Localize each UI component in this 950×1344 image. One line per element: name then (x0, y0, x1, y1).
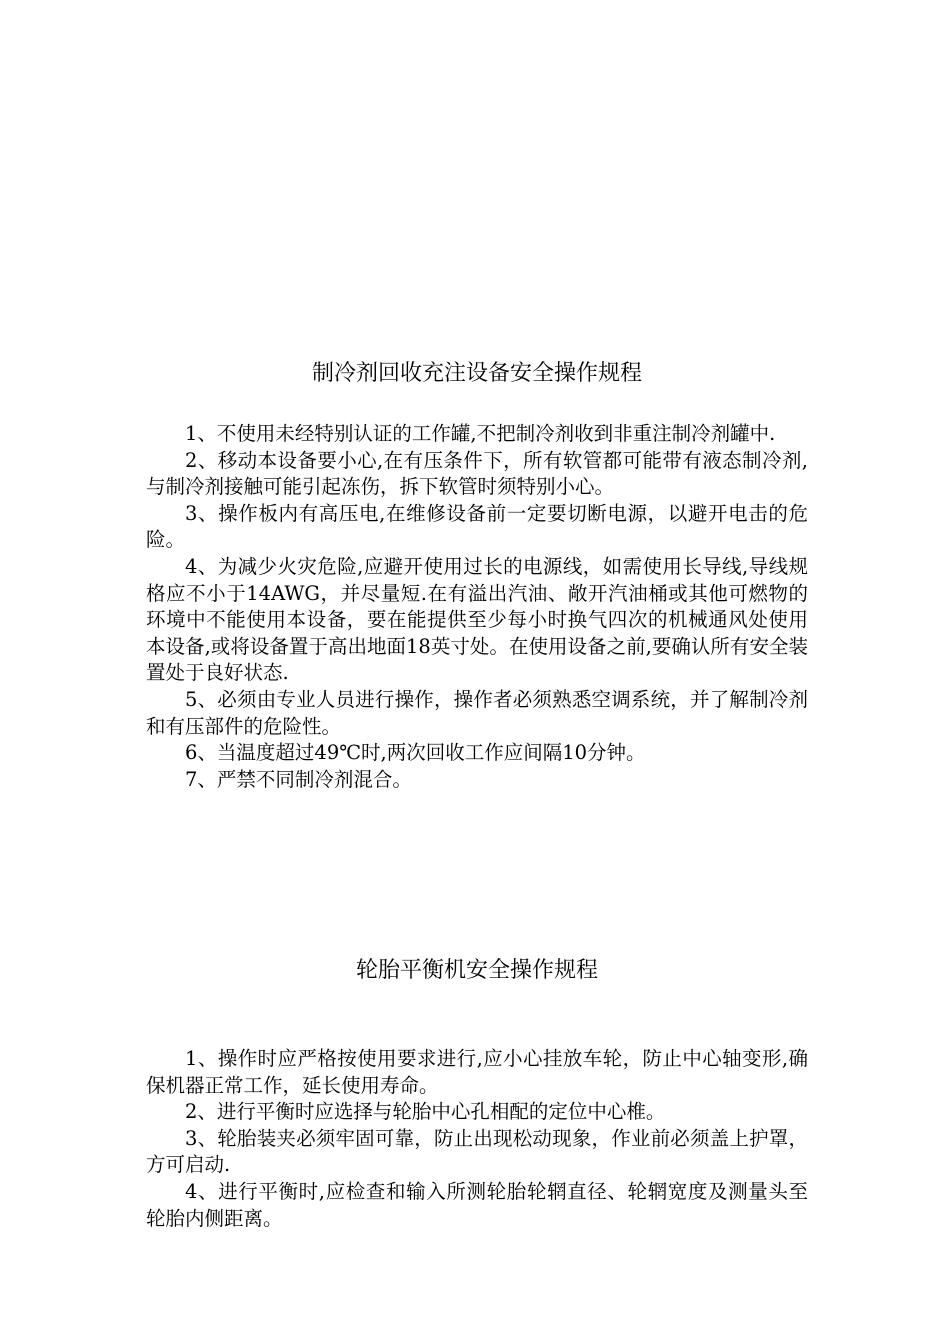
rule-item-6: 6、当温度超过49℃时,两次回收工作应间隔10分钟。 (185, 741, 646, 765)
rule-item-3: 3、轮胎装夹必须牢固可靠，防止出现松动现象，作业前必须盖上护罩，方可启动. (146, 1126, 808, 1177)
rule-item-4: 4、进行平衡时,应检查和输入所测轮胎轮辋直径、轮辋宽度及测量头至轮胎内侧距离。 (146, 1179, 808, 1230)
rule-item-7: 7、严禁不同制冷剂混合。 (185, 767, 412, 791)
section-refrigerant-equipment (146, 358, 808, 793)
rule-item-5: 5、必须由专业人员进行操作，操作者必须熟悉空调系统，并了解制冷剂和有压部件的危险性。 (146, 687, 808, 738)
rule-item-3: 3、操作板内有高压电,在维修设备前一定要切断电源，以避开电击的危险。 (146, 501, 808, 552)
section-title: 制冷剂回收充注设备安全操作规程 (311, 361, 642, 386)
section-title: 轮胎平衡机安全操作规程 (355, 958, 598, 983)
rule-item-4: 4、为减少火灾危险,应避开使用过长的电源线，如需使用长导线,导线规格应不小于14AWG，并尽量短.在有溢出汽油、敞开汽油桶或其他可燃物的环境中不能使用本设备，要在能提供至少每小时换气四次的机械通风处使用本设备,或将设备置于高出地面18英寸处。在使用设备之前,要确认所有安全装置处于良好状态. (146, 554, 808, 685)
rule-item-2: 2、进行平衡时应选择与轮胎中心孔相配的定位中心椎。 (185, 1100, 666, 1124)
rule-item-1: 1、不使用未经特别认证的工作罐,不把制冷剂收到非重注制冷剂罐中. (185, 422, 776, 445)
rule-item-2: 2、移动本设备要小心,在有压条件下，所有软管都可能带有液态制冷剂,与制冷剂接触可能引起冻伤，拆下软管时须特别小心。 (146, 448, 808, 499)
rule-item-1: 1、操作时应严格按使用要求进行,应小心挂放车轮，防止中心轴变形,确保机器正常工作，延长使用寿命。 (146, 1047, 808, 1097)
section-tire-balancer (146, 955, 808, 1232)
